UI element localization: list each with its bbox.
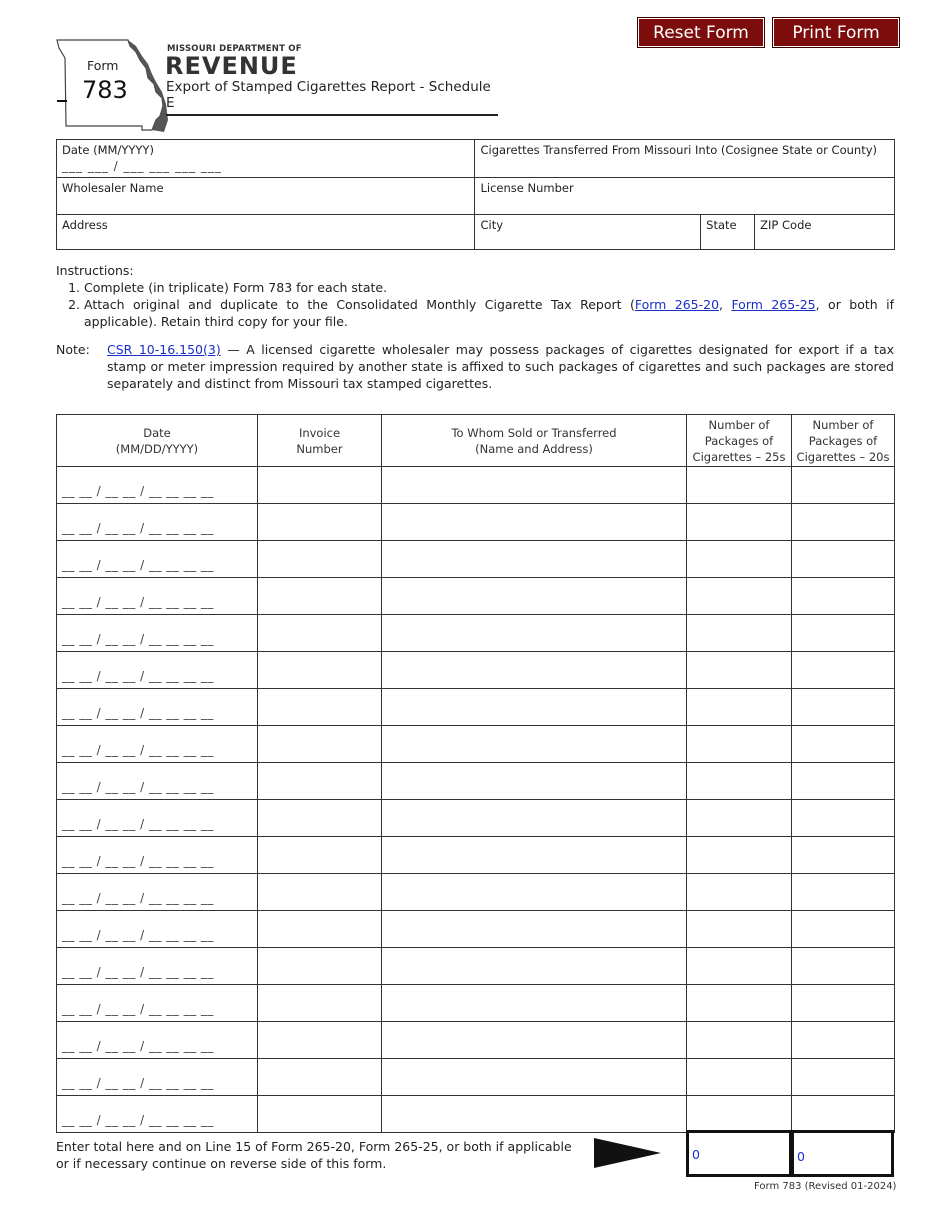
date-field[interactable] — [57, 140, 475, 178]
column-invoice-label-2: Number — [296, 441, 343, 456]
sold-to-cell[interactable] — [382, 1096, 687, 1133]
date-cell[interactable]: __ __ / __ __ / __ __ __ __ — [57, 652, 258, 689]
city-field[interactable] — [475, 215, 701, 250]
invoice-number-cell[interactable] — [258, 541, 382, 578]
column-20-label-3: Cigarettes – 20s — [796, 449, 890, 464]
invoice-number-cell[interactable] — [258, 985, 382, 1022]
packages-20s-cell[interactable] — [792, 578, 895, 615]
print-form-button[interactable]: Print Form — [772, 17, 900, 48]
export-table — [56, 414, 895, 1133]
sold-to-cell[interactable] — [382, 948, 687, 985]
instruction-link-separator: , — [719, 297, 732, 312]
note-text — [107, 341, 894, 392]
invoice-number-cell[interactable] — [258, 837, 382, 874]
packages-25s-cell[interactable] — [687, 874, 792, 911]
table-row — [57, 874, 895, 911]
packages-20s-cell[interactable] — [792, 1096, 895, 1133]
date-field-mask: ___ ___ / ___ ___ ___ ___ — [62, 159, 222, 173]
packages-20s-cell[interactable] — [792, 689, 895, 726]
table-row — [57, 1096, 895, 1133]
table-row — [57, 1022, 895, 1059]
sold-to-cell[interactable] — [382, 1059, 687, 1096]
invoice-number-cell[interactable] — [258, 1059, 382, 1096]
invoice-number-cell[interactable] — [258, 874, 382, 911]
table-row — [57, 837, 895, 874]
instructions-heading: Instructions: — [56, 263, 134, 278]
packages-20s-cell[interactable] — [792, 541, 895, 578]
city-label: City — [480, 218, 504, 232]
packages-25s-cell[interactable] — [687, 1022, 792, 1059]
export-table-body — [57, 467, 895, 1133]
date-cell[interactable]: __ __ / __ __ / __ __ __ __ — [57, 578, 258, 615]
date-cell[interactable]: __ __ / __ __ / __ __ __ __ — [57, 1059, 258, 1096]
date-cell[interactable]: __ __ / __ __ / __ __ __ __ — [57, 1022, 258, 1059]
table-row — [57, 726, 895, 763]
table-row — [57, 911, 895, 948]
sold-to-cell[interactable] — [382, 615, 687, 652]
date-field-label: Date (MM/YYYY) — [62, 143, 154, 157]
state-field[interactable] — [701, 215, 755, 250]
invoice-number-cell[interactable] — [258, 689, 382, 726]
form-number: 783 — [82, 76, 128, 104]
packages-25s-cell[interactable] — [687, 726, 792, 763]
packages-25s-cell[interactable] — [687, 800, 792, 837]
sold-to-cell[interactable] — [382, 800, 687, 837]
zip-code-label: ZIP Code — [760, 218, 812, 232]
license-number-field[interactable] — [475, 178, 895, 215]
revenue-logo: REVENUE — [165, 52, 298, 80]
table-row — [57, 985, 895, 1022]
column-header-date — [57, 415, 258, 467]
note — [56, 341, 894, 392]
form-title: Export of Stamped Cigarettes Report - Schedule E — [166, 79, 498, 116]
date-cell[interactable]: __ __ / __ __ / __ __ __ __ — [57, 911, 258, 948]
total-packages-20s-field[interactable]: 0 — [791, 1130, 894, 1177]
sold-to-cell[interactable] — [382, 911, 687, 948]
table-row — [57, 800, 895, 837]
form-tick-mark — [57, 100, 67, 102]
invoice-number-cell[interactable] — [258, 911, 382, 948]
sold-to-cell[interactable] — [382, 763, 687, 800]
column-date-format: (MM/DD/YYYY) — [115, 441, 199, 456]
column-25-label-1: Number of — [708, 417, 770, 432]
packages-20s-cell[interactable] — [792, 652, 895, 689]
date-cell[interactable]: __ __ / __ __ / __ __ __ __ — [57, 541, 258, 578]
packages-25s-cell[interactable] — [687, 504, 792, 541]
state-label: State — [706, 218, 737, 232]
packages-25s-cell[interactable] — [687, 1096, 792, 1133]
date-cell[interactable]: __ __ / __ __ / __ __ __ __ — [57, 985, 258, 1022]
packages-25s-cell[interactable] — [687, 911, 792, 948]
table-row — [57, 1059, 895, 1096]
wholesaler-name-label: Wholesaler Name — [62, 181, 164, 195]
packages-25s-cell[interactable] — [687, 578, 792, 615]
table-row — [57, 948, 895, 985]
note-label: Note: — [56, 342, 90, 357]
packages-20s-cell[interactable] — [792, 985, 895, 1022]
table-row — [57, 504, 895, 541]
form-label: Form — [87, 58, 119, 73]
packages-20s-cell[interactable] — [792, 504, 895, 541]
packages-20s-cell[interactable] — [792, 837, 895, 874]
invoice-number-cell[interactable] — [258, 800, 382, 837]
table-row — [57, 578, 895, 615]
packages-25s-cell[interactable] — [687, 837, 792, 874]
date-cell[interactable]: __ __ / __ __ / __ __ __ __ — [57, 837, 258, 874]
date-cell[interactable]: __ __ / __ __ / __ __ __ __ — [57, 504, 258, 541]
total-instructions: Enter total here and on Line 15 of Form 265-20, Form 265-25, or both if applicable or if necessary continue on reverse side of this form. — [56, 1139, 572, 1171]
column-header-sold-to — [382, 415, 687, 467]
packages-25s-cell[interactable] — [687, 689, 792, 726]
table-row — [57, 689, 895, 726]
sold-to-cell[interactable] — [382, 467, 687, 504]
sold-to-cell[interactable] — [382, 874, 687, 911]
date-cell[interactable]: __ __ / __ __ / __ __ __ __ — [57, 726, 258, 763]
instruction-item-2-pre: Attach original and duplicate to the Consolidated Monthly Cigarette Tax Report ( — [84, 297, 635, 312]
column-header-packages-20s — [792, 415, 895, 467]
invoice-number-cell[interactable] — [258, 504, 382, 541]
invoice-number-cell[interactable] — [258, 578, 382, 615]
sold-to-cell[interactable] — [382, 837, 687, 874]
invoice-number-cell[interactable] — [258, 615, 382, 652]
packages-25s-cell[interactable] — [687, 541, 792, 578]
date-cell[interactable]: __ __ / __ __ / __ __ __ __ — [57, 948, 258, 985]
column-20-label-2: Packages of — [808, 433, 878, 448]
column-25-label-2: Packages of — [704, 433, 774, 448]
department-name: MISSOURI DEPARTMENT OF — [167, 44, 302, 54]
transferred-into-field[interactable] — [475, 140, 895, 178]
column-header-packages-25s — [687, 415, 792, 467]
address-field[interactable] — [57, 215, 475, 250]
form-265-20-link[interactable]: Form 265-20 — [634, 297, 720, 312]
sold-to-cell[interactable] — [382, 541, 687, 578]
column-25-label-3: Cigarettes – 25s — [692, 449, 786, 464]
reset-form-button[interactable]: Reset Form — [637, 17, 765, 48]
packages-20s-cell[interactable] — [792, 1059, 895, 1096]
form-header — [56, 38, 506, 134]
sold-to-cell[interactable] — [382, 652, 687, 689]
column-sold-label: To Whom Sold or Transferred — [451, 425, 617, 440]
packages-25s-cell[interactable] — [687, 1059, 792, 1096]
sold-to-cell[interactable] — [382, 726, 687, 763]
invoice-number-cell[interactable] — [258, 948, 382, 985]
table-row — [57, 763, 895, 800]
packages-20s-cell[interactable] — [792, 467, 895, 504]
sold-to-cell[interactable] — [382, 578, 687, 615]
invoice-number-cell[interactable] — [258, 652, 382, 689]
total-packages-25s-field[interactable]: 0 — [686, 1130, 792, 1177]
table-row — [57, 541, 895, 578]
sold-to-cell[interactable] — [382, 689, 687, 726]
packages-20s-cell[interactable] — [792, 1022, 895, 1059]
table-row — [57, 467, 895, 504]
packages-25s-cell[interactable] — [687, 763, 792, 800]
column-header-invoice — [258, 415, 382, 467]
license-number-label: License Number — [480, 181, 574, 195]
packages-25s-cell[interactable] — [687, 467, 792, 504]
packages-25s-cell[interactable] — [687, 615, 792, 652]
packages-20s-cell[interactable] — [792, 763, 895, 800]
invoice-number-cell[interactable] — [258, 726, 382, 763]
invoice-number-cell[interactable] — [258, 1096, 382, 1133]
taxpayer-info-grid — [56, 139, 895, 250]
date-cell[interactable]: __ __ / __ __ / __ __ __ __ — [57, 800, 258, 837]
packages-25s-cell[interactable] — [687, 948, 792, 985]
column-sold-label-2: (Name and Address) — [475, 441, 593, 456]
packages-20s-cell[interactable] — [792, 911, 895, 948]
packages-20s-cell[interactable] — [792, 800, 895, 837]
invoice-number-cell[interactable] — [258, 1022, 382, 1059]
pointer-arrow-icon — [593, 1137, 663, 1169]
instruction-item-1: 1. Complete (in triplicate) Form 783 for each state. — [84, 279, 894, 296]
transferred-into-label: Cigarettes Transferred From Missouri Into (Cosignee State or County) — [480, 143, 877, 157]
column-invoice-label: Invoice — [298, 425, 341, 440]
date-cell[interactable]: __ __ / __ __ / __ __ __ __ — [57, 467, 258, 504]
form-265-25-link[interactable]: Form 265-25 — [731, 297, 816, 312]
instruction-item-2-post: , or both if applicable). Retain third copy for your file. — [84, 297, 894, 329]
date-cell[interactable]: __ __ / __ __ / __ __ __ __ — [57, 1096, 258, 1133]
csr-regulation-link[interactable]: CSR 10-16.150(3) — [107, 342, 221, 357]
packages-25s-cell[interactable] — [687, 985, 792, 1022]
column-date-label: Date — [143, 425, 171, 440]
column-20-label-1: Number of — [812, 417, 874, 432]
table-row — [57, 615, 895, 652]
instructions — [56, 262, 894, 330]
note-body: — A licensed cigarette wholesaler may possess packages of cigarettes designated for export if a tax stamp or meter impression required by another state is affixed to such packages of cigarettes and such packages are stored separately and distinct from Missouri tax stamped cigarettes. — [107, 342, 894, 391]
instruction-item-2 — [84, 296, 894, 330]
sold-to-cell[interactable] — [382, 985, 687, 1022]
invoice-number-cell[interactable] — [258, 763, 382, 800]
sold-to-cell[interactable] — [382, 1022, 687, 1059]
packages-20s-cell[interactable] — [792, 726, 895, 763]
date-cell[interactable]: __ __ / __ __ / __ __ __ __ — [57, 763, 258, 800]
date-cell[interactable]: __ __ / __ __ / __ __ __ __ — [57, 615, 258, 652]
invoice-number-cell[interactable] — [258, 467, 382, 504]
packages-20s-cell[interactable] — [792, 948, 895, 985]
table-row — [57, 652, 895, 689]
packages-20s-cell[interactable] — [792, 615, 895, 652]
date-cell[interactable]: __ __ / __ __ / __ __ __ __ — [57, 689, 258, 726]
address-label: Address — [62, 218, 108, 232]
revision-label: Form 783 (Revised 01-2024) — [754, 1181, 897, 1192]
zip-code-field[interactable] — [755, 215, 895, 250]
packages-25s-cell[interactable] — [687, 652, 792, 689]
wholesaler-name-field[interactable] — [57, 178, 475, 215]
date-cell[interactable]: __ __ / __ __ / __ __ __ __ — [57, 874, 258, 911]
packages-20s-cell[interactable] — [792, 874, 895, 911]
sold-to-cell[interactable] — [382, 504, 687, 541]
